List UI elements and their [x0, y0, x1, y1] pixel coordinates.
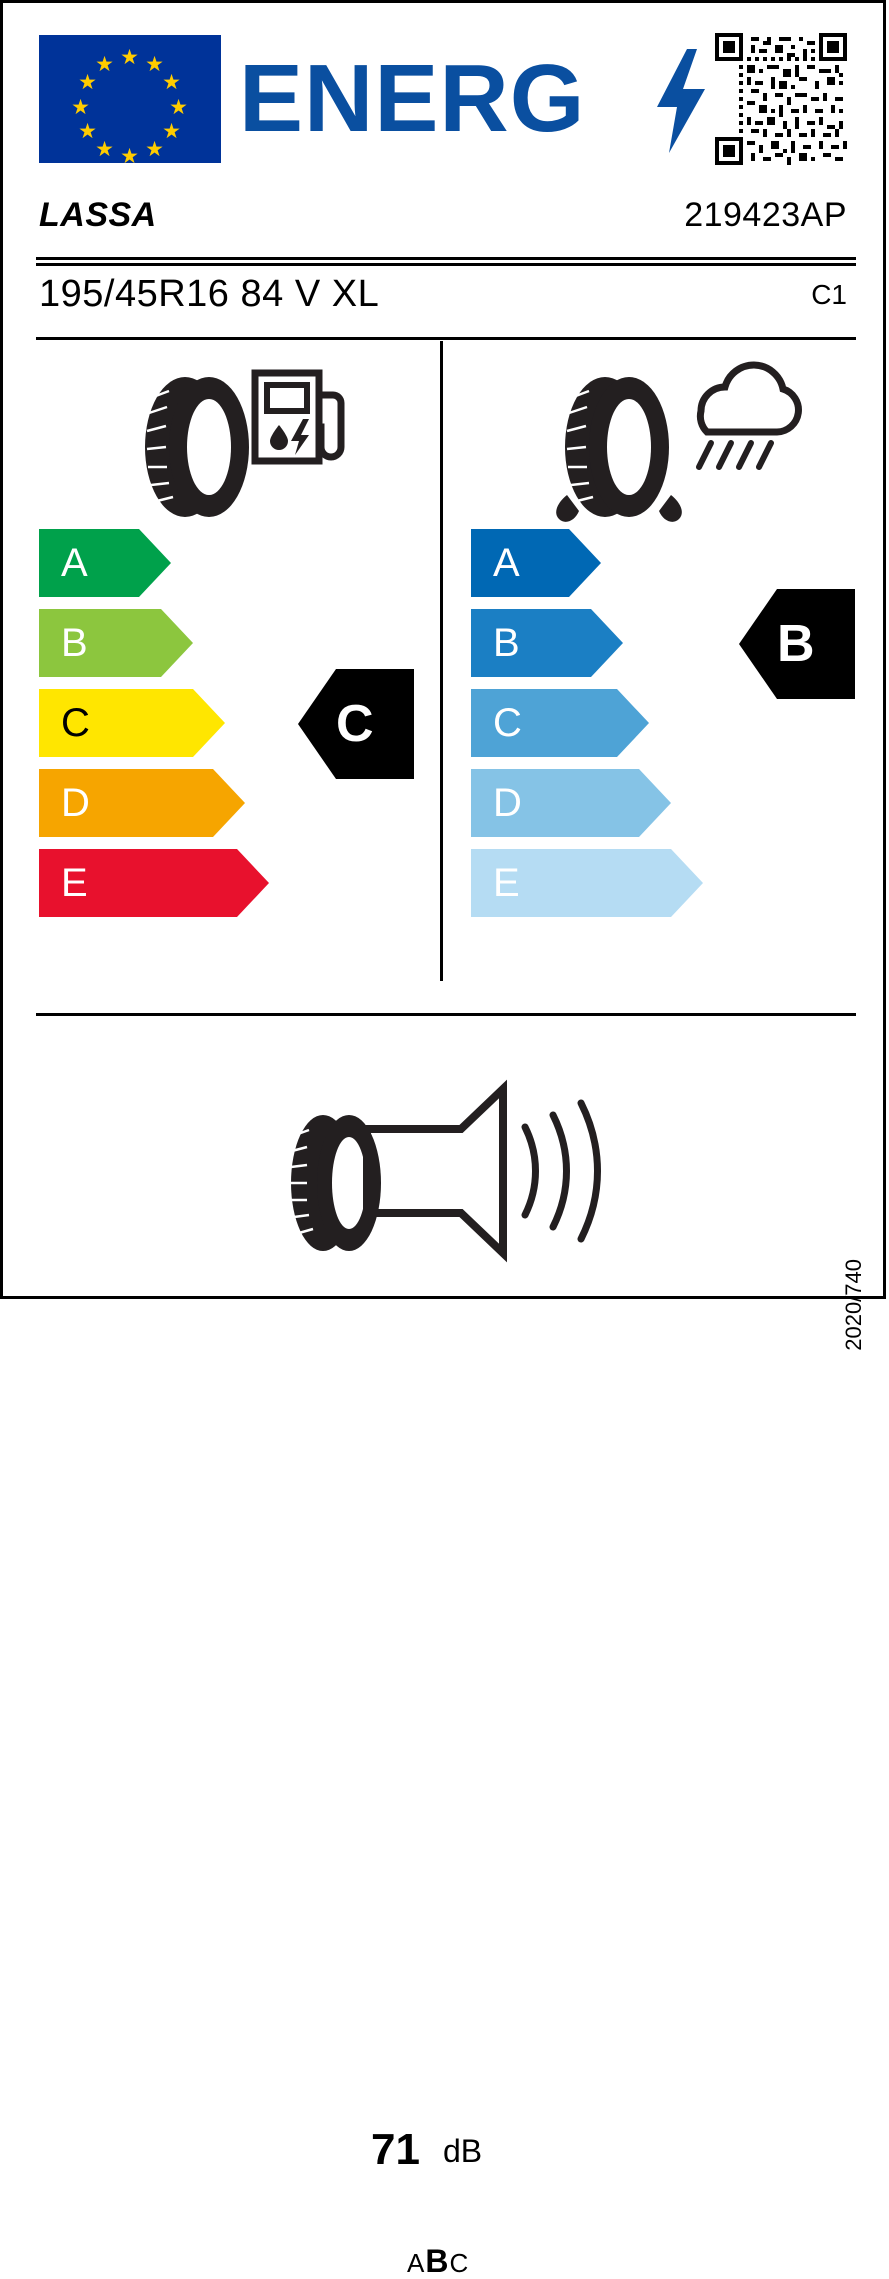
divider-bottom [36, 1013, 856, 1016]
noise-class-c: C [449, 2248, 470, 2278]
wet-grade-e [471, 849, 703, 917]
fuel-selected-letter: C [336, 695, 374, 753]
wet-grade-a [471, 529, 601, 597]
wet-grade-c-letter: C [493, 701, 522, 745]
fuel-grade-d [39, 769, 245, 837]
wet-grade-a-letter: A [493, 541, 520, 585]
wet-grade-b-letter: B [493, 621, 520, 665]
tyre-size: 195/45R16 84 V XL [39, 273, 380, 315]
wet-selected-letter: B [777, 615, 815, 673]
wet-grade-d-letter: D [493, 781, 522, 825]
fuel-grade-a-letter: A [61, 541, 88, 585]
fuel-grade-b [39, 609, 193, 677]
tyre-size-row [3, 269, 883, 329]
product-code: 219423AP [684, 196, 847, 234]
wet-grade-c [471, 689, 649, 757]
fuel-grade-a [39, 529, 171, 597]
noise-class-scale [407, 2245, 469, 2277]
eu-flag-icon: ★ ★ ★ ★ ★ ★ ★ ★ ★ ★ ★ ★ [39, 35, 221, 163]
fuel-grade-e-letter: E [61, 861, 88, 905]
tyre-rain-cloud-icon [543, 355, 803, 530]
fuel-grade-e [39, 849, 269, 917]
wet-grip-panel [443, 341, 889, 1001]
divider-under-size [36, 263, 856, 266]
noise-panel [3, 1023, 889, 2279]
label-header [3, 3, 883, 191]
wet-grade-d [471, 769, 671, 837]
noise-class-a: A [407, 2248, 426, 2278]
noise-value: 71 [371, 2125, 420, 2174]
fuel-grade-c-letter: C [61, 701, 90, 745]
energy-wordmark: ENERG [239, 45, 586, 152]
regulation-reference: 2020/740 [841, 1259, 866, 1351]
tyre-fuel-pump-icon [123, 355, 343, 530]
fuel-efficiency-panel [3, 341, 440, 1001]
tyre-speaker-noise-icon [273, 1043, 623, 1273]
fuel-grade-b-letter: B [61, 621, 88, 665]
brand-name: LASSA [39, 196, 157, 234]
tyre-class: C1 [811, 279, 847, 310]
fuel-grade-c [39, 689, 225, 757]
fuel-grade-d-letter: D [61, 781, 90, 825]
wet-selected-pointer [739, 589, 855, 699]
divider-mid [36, 337, 856, 340]
qr-code-icon [715, 33, 847, 165]
noise-unit: dB [443, 2133, 483, 2169]
fuel-selected-pointer [298, 669, 414, 779]
brand-row [3, 191, 883, 261]
wet-grade-e-letter: E [493, 861, 520, 905]
lightning-bolt-icon [653, 49, 709, 153]
wet-grade-b [471, 609, 623, 677]
noise-class-selected: B [425, 2243, 450, 2279]
